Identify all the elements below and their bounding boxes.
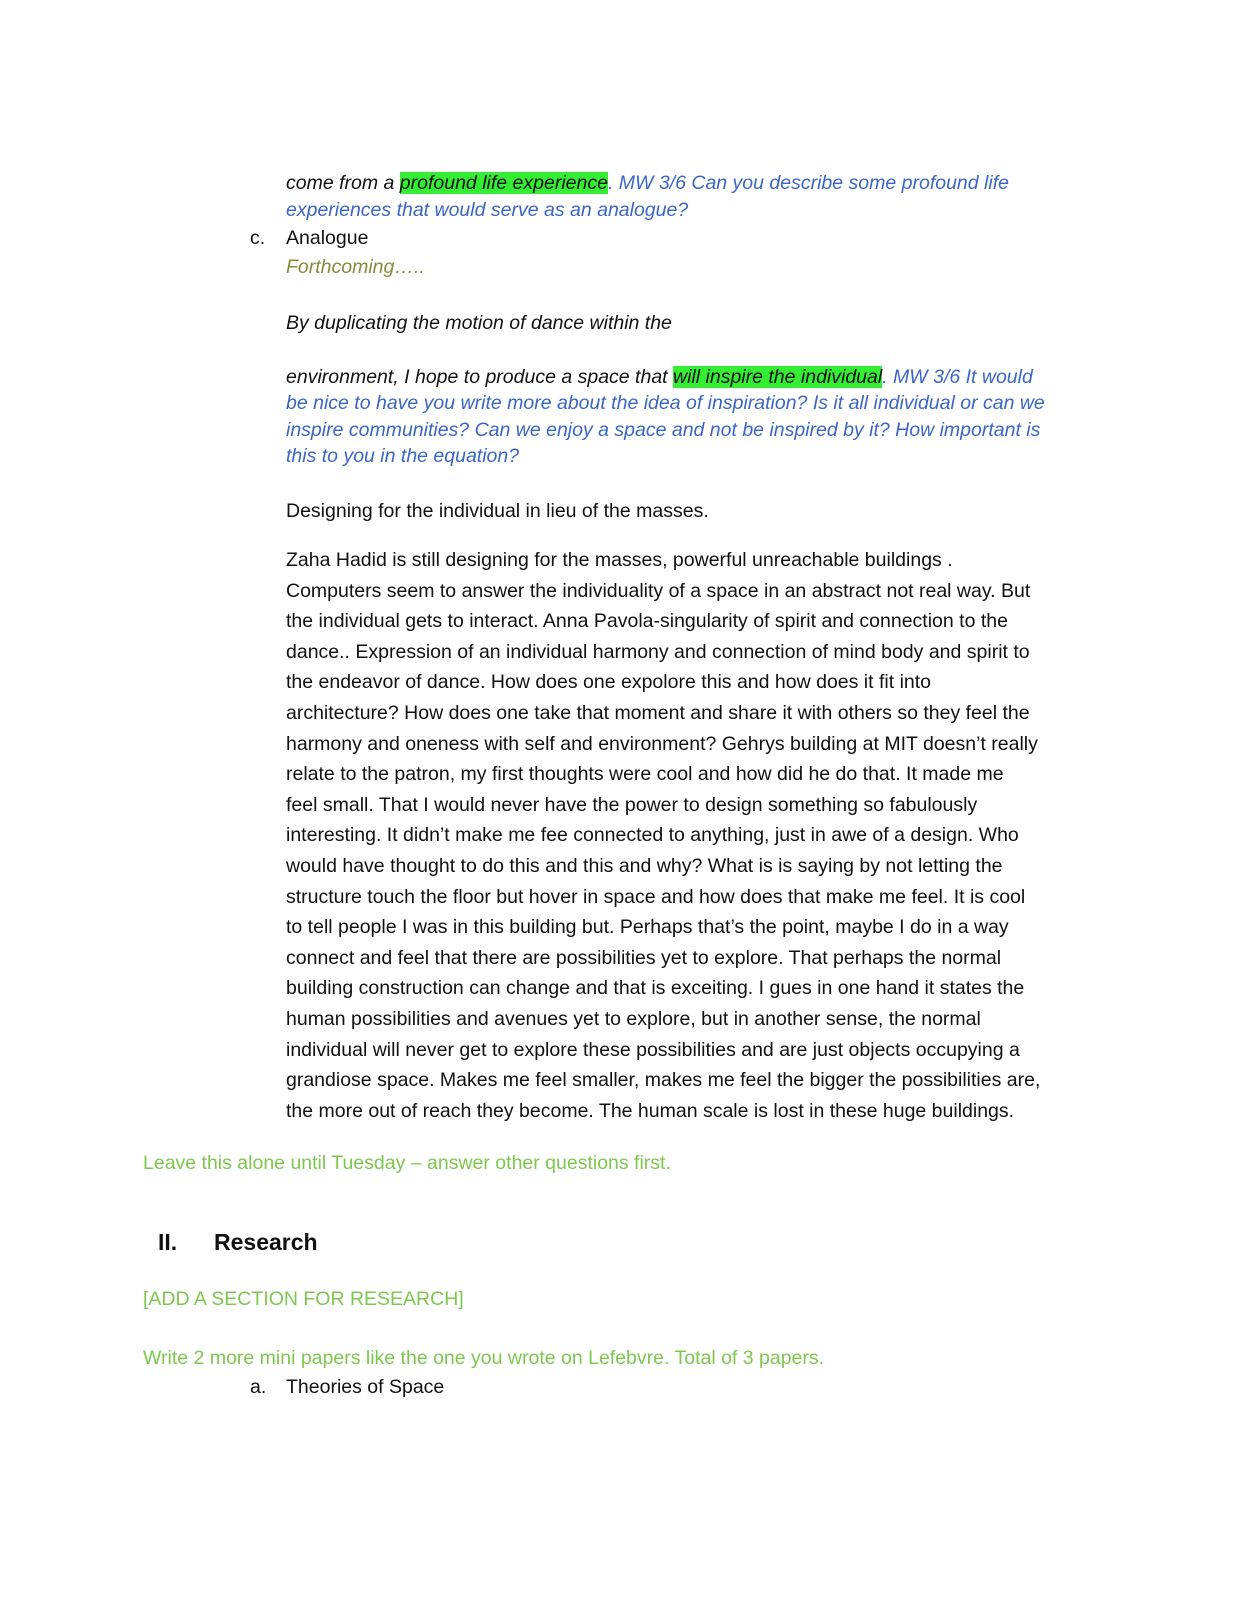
analogue-line-2-pre: environment, I hope to produce a space that — [286, 366, 674, 388]
designing-statement: Designing for the individual in lieu of the masses. — [286, 500, 709, 522]
section-c-title: Analogue — [286, 227, 369, 249]
item-a-marker: a. — [250, 1376, 267, 1398]
paragraph-line: Zaha Hadid is still designing for the masses, powerful unreachable buildings . — [286, 549, 953, 571]
paragraph-line: grandiose space. Makes me feel smaller, makes me feel the bigger the possibilities are, — [286, 1069, 1041, 1092]
section-ii-title: Research — [214, 1229, 318, 1255]
paragraph-line: structure touch the floor but hover in space and how does that make me feel. It is cool — [286, 885, 1026, 908]
comment-mw-profound: . MW 3/6 Can you describe some profound life — [607, 172, 1009, 194]
paragraph-line: would have thought to do this and this and why? What is is saying by not letting the — [286, 854, 1003, 877]
paragraph-line: connect and feel that there are possibilities yet to explore. That perhaps the normal — [286, 946, 1002, 969]
paragraph-line: the endeavor of dance. How does one expolore this and how does it fit into — [286, 671, 932, 694]
paragraph-line: building construction can change and that is exceiting. I gues in one hand it states the — [286, 977, 1025, 1000]
paragraph-line: harmony and oneness with self and environment? Gehrys building at MIT doesn’t really — [286, 732, 1038, 755]
paragraph-line: Computers seem to answer the individuality of a space in an abstract not real way. But — [286, 579, 1031, 602]
paragraph-line: the individual gets to interact. Anna Pavola-singularity of spirit and connection to the — [286, 610, 1008, 633]
analogue-line-1: By duplicating the motion of dance within the — [286, 312, 672, 334]
item-a-title: Theories of Space — [286, 1376, 445, 1398]
add-research-note: [ADD A SECTION FOR RESEARCH] — [143, 1288, 464, 1310]
write-papers-note: Write 2 more mini papers like the one you wrote on Lefebvre. Total of 3 papers. — [143, 1347, 825, 1369]
highlight-profound-life-experience: profound life experience — [399, 172, 608, 194]
section-b-pre-text: come from a — [286, 172, 400, 194]
comment-inspiration-line-3: this to you in the equation? — [286, 445, 520, 467]
highlight-inspire-individual: will inspire the individual — [673, 366, 883, 388]
section-ii-numeral: II. — [158, 1229, 178, 1255]
paragraph-line: individual will never get to explore these possibilities and are just objects occupying a — [286, 1038, 1020, 1061]
forthcoming-note: Forthcoming….. — [286, 256, 425, 278]
paragraph-line: feel small. That I would never have the power to design something so fabulously — [286, 793, 978, 816]
paragraph-line: architecture? How does one take that moment and share it with others so they feel the — [286, 701, 1030, 724]
section-b-tail-line — [286, 170, 1009, 196]
paragraph-line: dance.. Expression of an individual harmony and connection of mind body and spirit to — [286, 640, 1030, 663]
comment-inspiration-line-1: be nice to have you write more about the idea of inspiration? Is it all individual or can we — [286, 392, 1045, 414]
leave-alone-note: Leave this alone until Tuesday – answer other questions first. — [143, 1152, 671, 1174]
paragraph-line: interesting. It didn’t make me fee connected to anything, just in awe of a design. Who — [286, 824, 1019, 847]
comment-inspiration-line-2: inspire communities? Can we enjoy a space and not be inspired by it? How important is — [286, 419, 1041, 441]
analogue-line-2 — [286, 364, 1033, 390]
paragraph-line: the more out of reach they become. The human scale is lost in these huge buildings. — [286, 1099, 1015, 1122]
paragraph-line: to tell people I was in this building but. Perhaps that’s the point, maybe I do in a way — [286, 916, 1009, 939]
comment-mw-inspiration: . MW 3/6 It would — [882, 366, 1033, 388]
comment-mw-profound-line-2: experiences that would serve as an analogue? — [286, 199, 689, 221]
body-paragraph — [286, 545, 1086, 1126]
paragraph-line: relate to the patron, my first thoughts were cool and how did he do that. It made me — [286, 763, 1004, 786]
paragraph-line: human possibilities and avenues yet to explore, but in another sense, the normal — [286, 1007, 981, 1030]
section-c-marker: c. — [250, 227, 266, 249]
